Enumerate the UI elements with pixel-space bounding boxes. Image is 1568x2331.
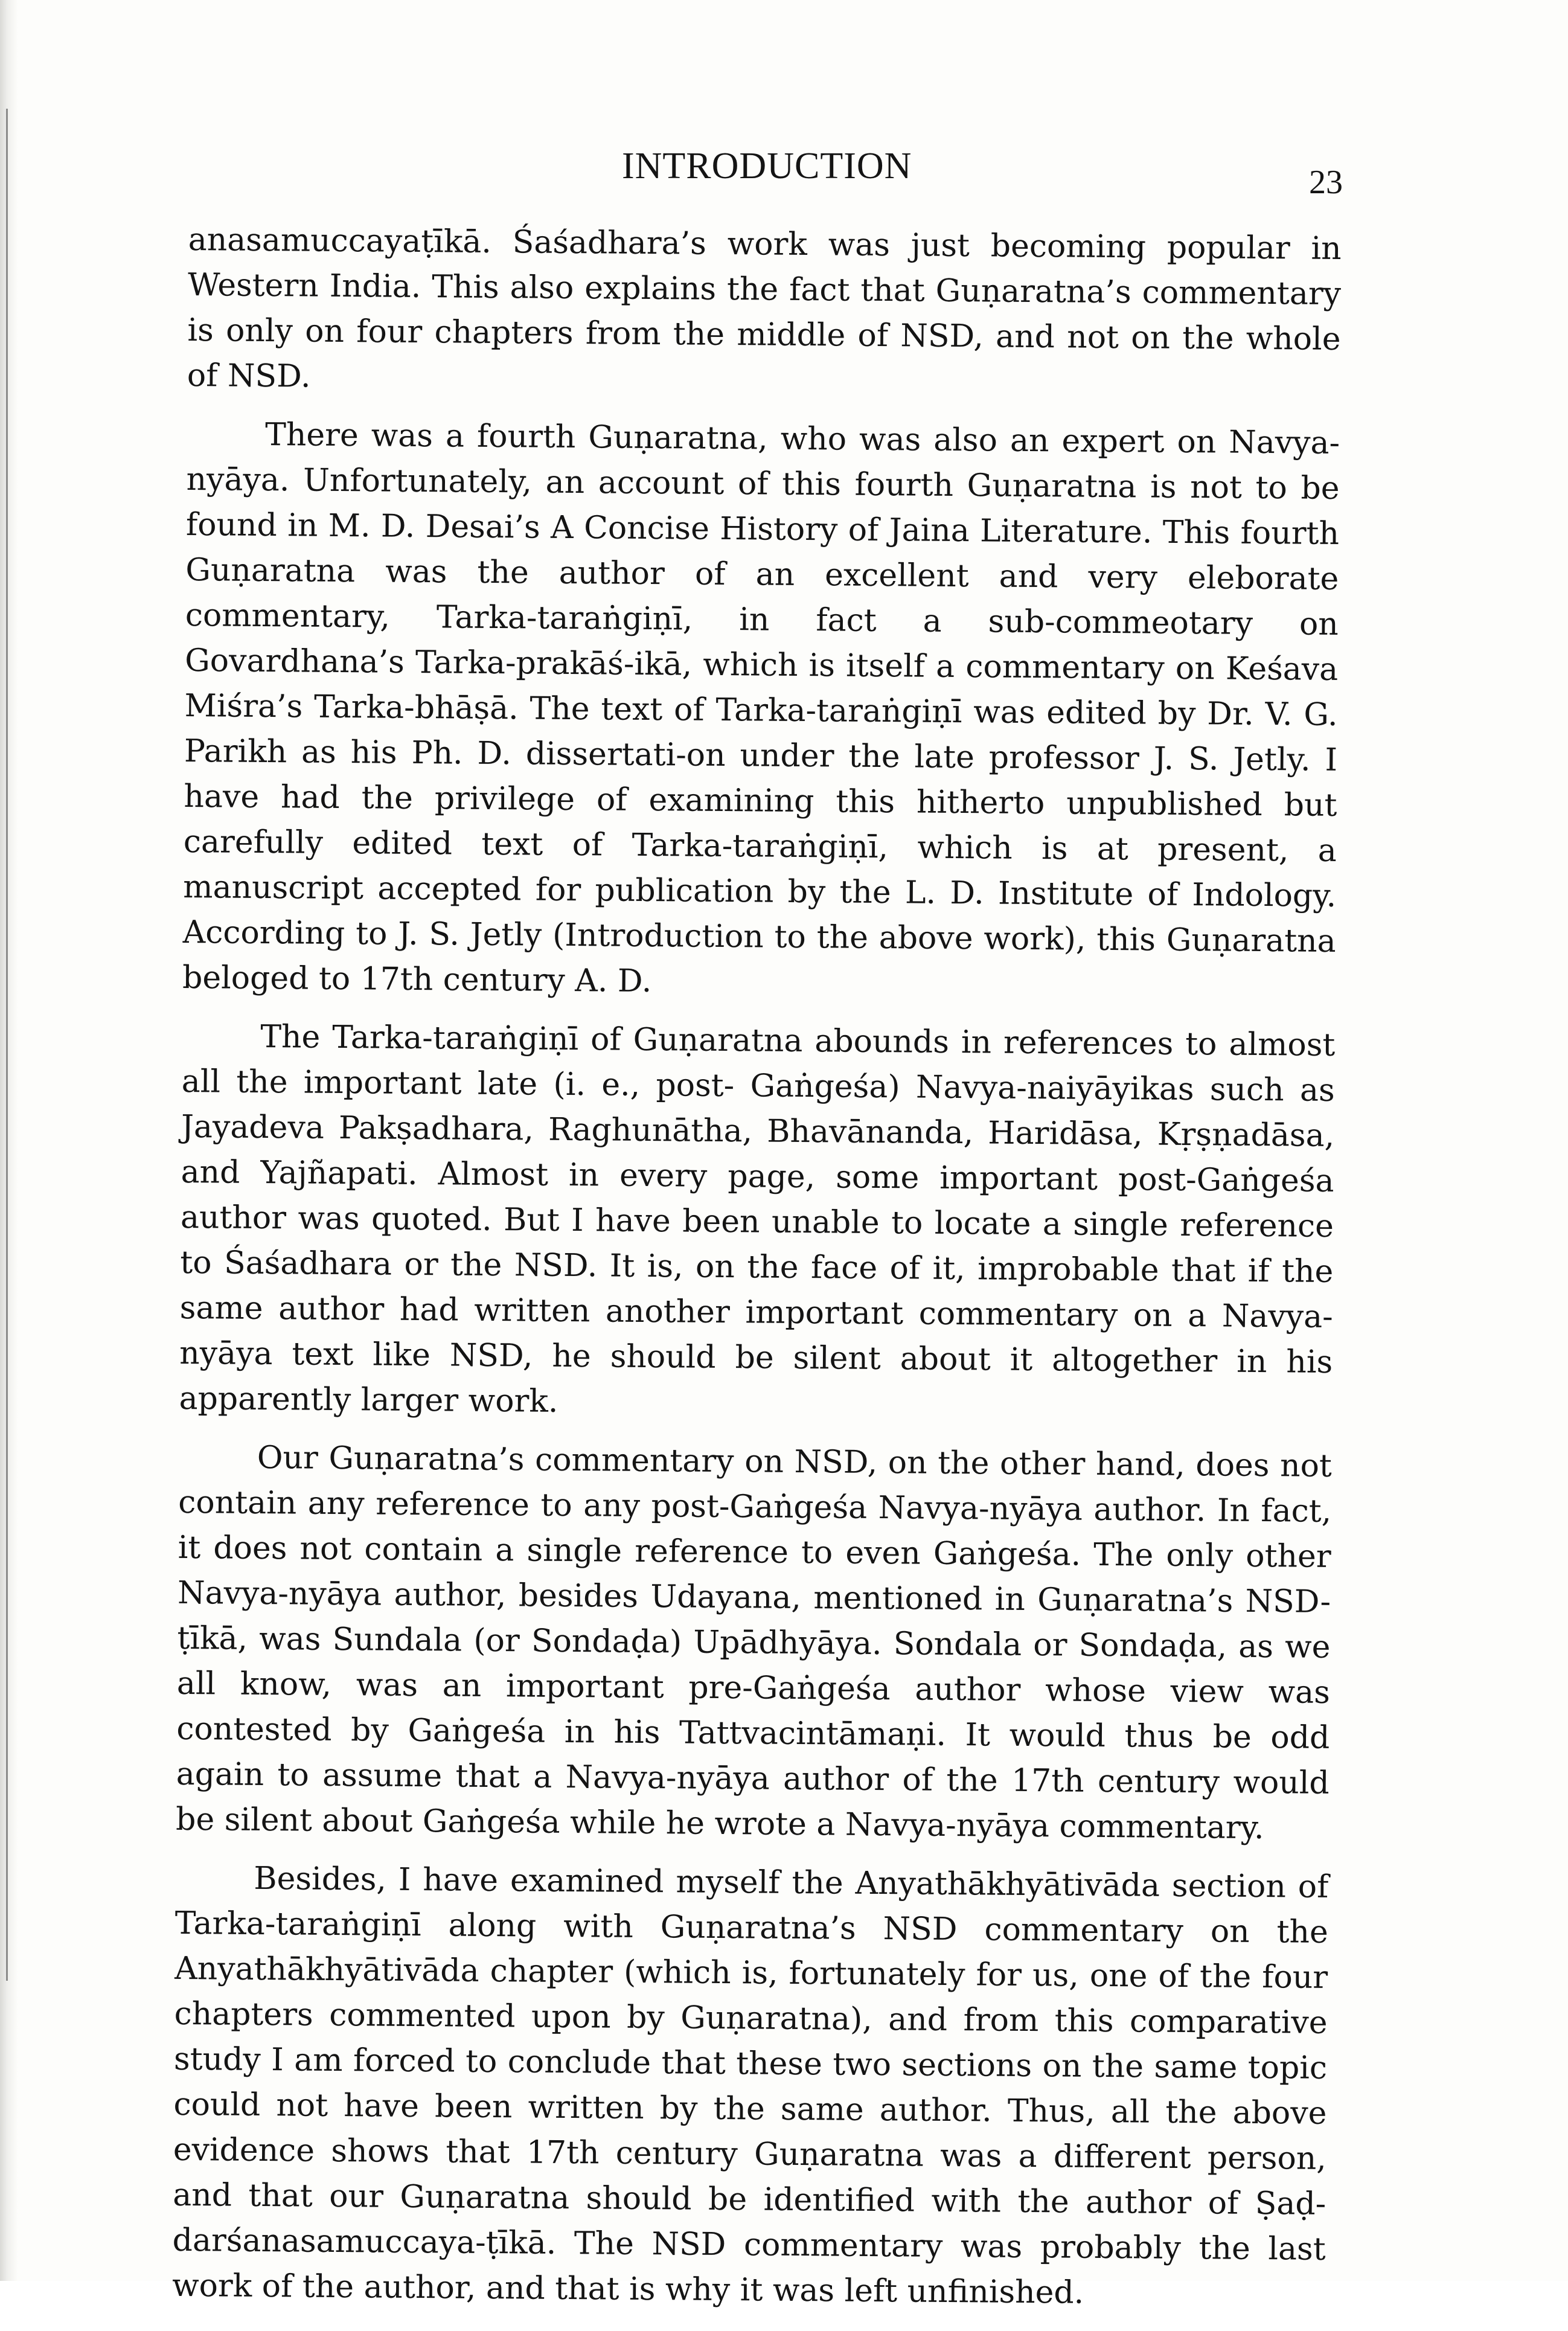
body-text [172, 217, 1342, 2331]
binding-shadow [0, 0, 18, 2281]
page-number: 23 [1309, 164, 1343, 201]
paragraph-3: The Tarka-taraṅgiṇī of Guṇaratna abounds in references to almost all the important late (i. e., post- Gaṅgeśa) Navya-naiyāyikas such as Jayadeva Pakṣadhara, Raghunātha, Bhavānanda, Haridāsa, Kṛṣṇadāsa, and Yajñapati. Almost in every page, some important post-Gaṅgeśa author was quoted. But I have been unable to locate a single reference to Śaśadhara or the NSD. It is, on the face of it, improbable that if the same author had written another important commentary on a Navya-nyāya text like NSD, he should be silent about it altogether in his apparently larger work. [179, 1018, 1336, 1420]
paragraph-4: Our Guṇaratna’s commentary on NSD, on the other hand, does not contain any reference to any post-Gaṅgeśa Navya-nyāya author. In fact, it does not contain a single reference to even Gaṅgeśa. The only other Navya-nyāya author, besides Udayana, mentioned in Guṇaratna’s NSD-ṭīkā, was Sundala (or Sondaḍa) Upādhyāya. Sondala or Sondaḍa, as we all know, was an important pre-Gaṅgeśa author whose view was contested by Gaṅgeśa in his Tattvacintāmaṇi. It would thus be odd again to assume that a Navya-nyāya author of the 17th century would be silent about Gaṅgeśa while he wrote a Navya-nyāya commentary. [175, 1439, 1333, 1847]
running-head: INTRODUCTION [622, 146, 912, 187]
paragraph-2: There was a fourth Guṇaratna, who was also an expert on Navya-nyāya. Unfortunately, an account of this fourth Guṇaratna is not to be found in M. D. Desai’s A Concise History of Jaina Literature. This fourth Guṇaratna was the author of an excellent and very eleborate commentary, Tarka-taraṅgiṇī, in fact a sub-commeotary on Govardhana’s Tarka-prakāś-ikā, which is itself a commentary on Keśava Miśra’s Tarka-bhāṣā. The text of Tarka-taraṅgiṇī was edited by Dr. V. G. Parikh as his Ph. D. dissertati-on under the late professor J. S. Jetly. I have had the privilege of examining this hitherto unpublished but carefully edited text of Tarka-taraṅgiṇī, which is at present, a manuscript accepted for publication by the L. D. Institute of Indology. According to J. S. Jetly (Introduction to the above work), this Guṇaratna beloged to 17th century A. D. [182, 417, 1340, 1000]
paragraph-5: Besides, I have examined myself the Anyathākhyātivāda section of Tarka-taraṅgiṇī along with Guṇaratna’s NSD commentary on the Anyathākhyātivāda chapter (which is, fortunately for us, one of the four chapters commented upon by Guṇaratna), and from this comparative study I am forced to conclude that these two sections on the same topic could not have been written by the same author. Thus, all the above evidence shows that 17th century Guṇaratna was a different person, and that our Guṇaratna should be identified with the author of Ṣaḍ-darśanasamuccaya-ṭīkā. The NSD commentary was probably the last work of the author, and that is why it was left unfinished. [171, 1860, 1329, 2311]
paragraph-1: anasamuccayaṭīkā. Śaśadhara’s work was just becoming popular in Western India. This also explains the fact that Guṇaratna’s commentary is only on four chapters from the middle of NSD, and not on the whole of NSD. [187, 221, 1342, 395]
binding-margin-line [6, 109, 8, 1981]
